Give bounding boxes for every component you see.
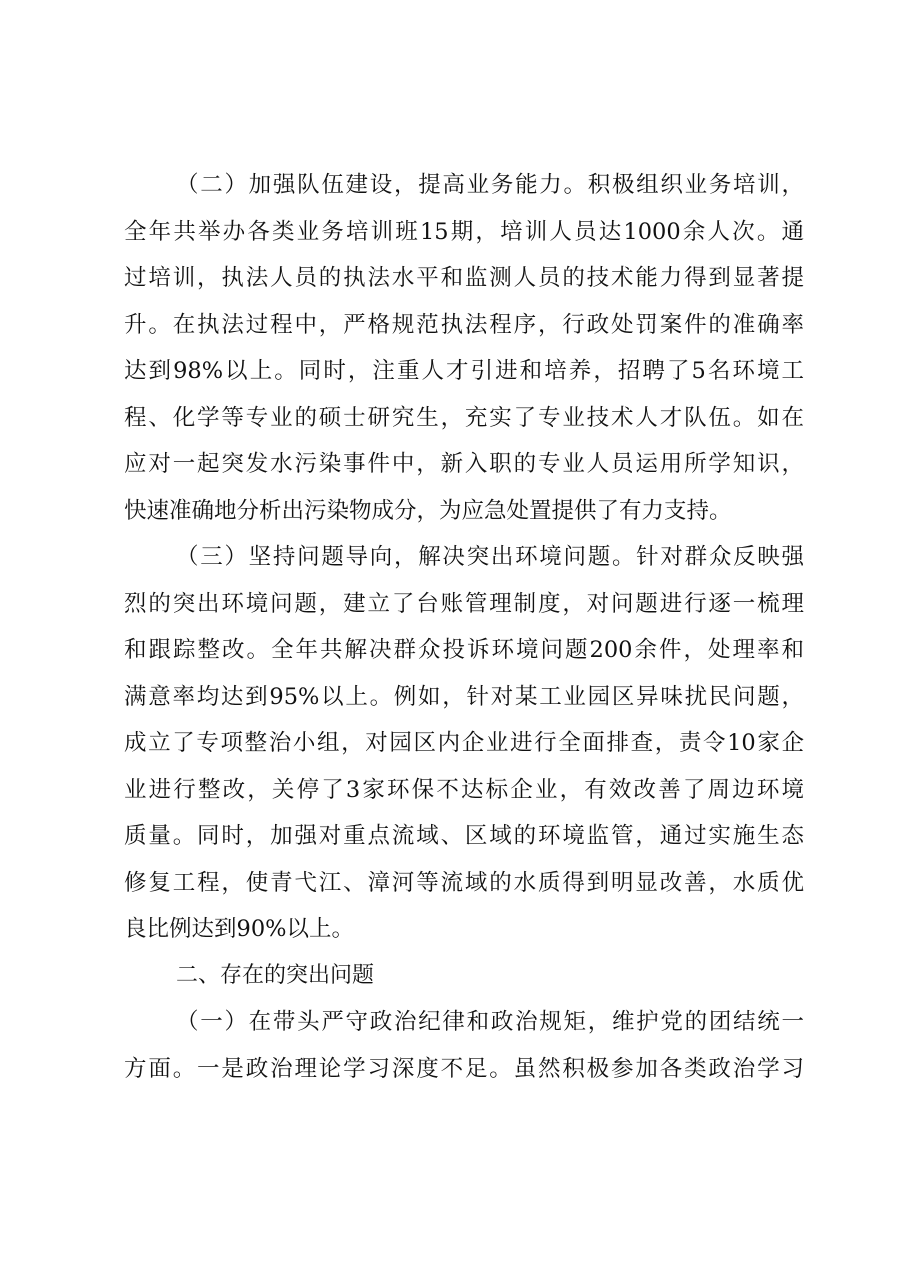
paragraph-line: 快速准确地分析出污染物成分，为应急处置提供了有力支持。: [124, 497, 732, 524]
paragraph-line: 全年共举办各类业务培训班15期，培训人员达1000余人次。通: [124, 218, 804, 245]
paragraph-line: 烈的突出环境问题，建立了台账管理制度，对问题进行逐一梳理: [124, 590, 804, 617]
paragraph-line: 程、化学等专业的硕士研究生，充实了专业技术人才队伍。如在: [124, 404, 804, 431]
paragraph-line: 和跟踪整改。全年共解决群众投诉环境问题200余件，处理率和: [124, 637, 804, 663]
paragraph-line: （三）坚持问题导向，解决突出环境问题。针对群众反映强: [176, 544, 804, 570]
paragraph-line: 良比例达到90%以上。: [124, 916, 355, 942]
paragraph-line: 应对一起突发水污染事件中，新入职的专业人员运用所学知识，: [124, 451, 804, 477]
paragraph-line: 方面。一是政治理论学习深度不足。虽然积极参加各类政治学习: [124, 1055, 804, 1082]
paragraph-line: 修复工程，使青弋江、漳河等流域的水质得到明显改善，水质优: [124, 869, 804, 896]
paragraph-line: 达到98%以上。同时，注重人才引进和培养，招聘了5名环境工: [124, 358, 804, 384]
paragraph-line: 质量。同时，加强对重点流域、区域的环境监管，通过实施生态: [124, 823, 804, 849]
document-body: [124, 162, 804, 1092]
section-heading: 二、存在的突出问题: [176, 962, 375, 988]
paragraph-line: （二）加强队伍建设，提高业务能力。积极组织业务培训，: [176, 172, 804, 198]
paragraph-line: （一）在带头严守政治纪律和政治规矩，维护党的团结统一: [176, 1009, 804, 1035]
paragraph-line: 过培训，执法人员的执法水平和监测人员的技术能力得到显著提: [124, 265, 804, 291]
paragraph-line: 成立了专项整治小组，对园区内企业进行全面排查，责令10家企: [124, 730, 804, 756]
paragraph-line: 业进行整改，关停了3家环保不达标企业，有效改善了周边环境: [124, 776, 804, 803]
paragraph-line: 升。在执法过程中，严格规范执法程序，行政处罚案件的准确率: [124, 311, 804, 338]
paragraph-line: 满意率均达到95%以上。例如，针对某工业园区异味扰民问题，: [124, 683, 804, 710]
